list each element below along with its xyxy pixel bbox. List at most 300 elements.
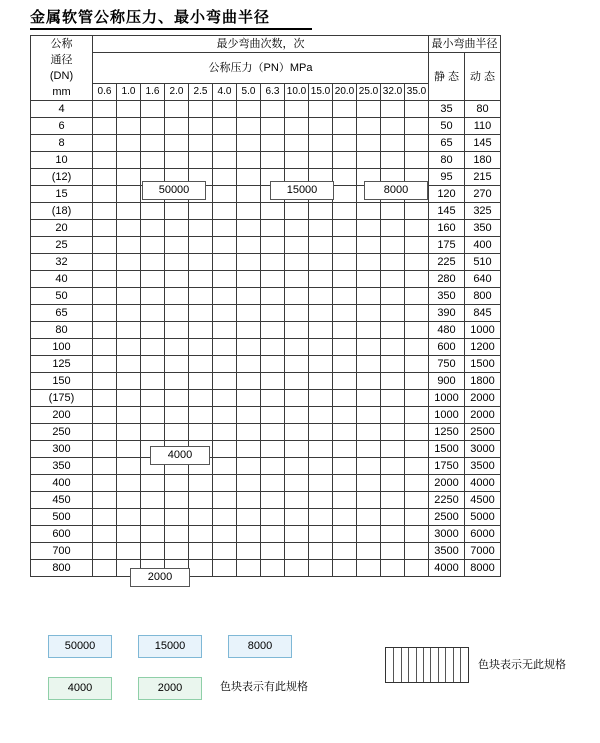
pn-cell: [405, 526, 429, 543]
pn-cell: [405, 509, 429, 526]
radius-static-value: 225: [429, 254, 465, 271]
pn-cell: [189, 526, 213, 543]
pn-cell: [261, 101, 285, 118]
pn-cell: [405, 152, 429, 169]
pn-cell: [381, 560, 405, 577]
dn-header-line-1: 公称: [50, 38, 73, 50]
pn-cell: [381, 237, 405, 254]
pn-cell: [357, 135, 381, 152]
dn-value: 500: [31, 509, 93, 526]
pn-cell: [333, 543, 357, 560]
pn-cell: [285, 322, 309, 339]
radius-static-value: 1500: [429, 441, 465, 458]
radius-static-value: 1000: [429, 407, 465, 424]
pn-cell: [357, 441, 381, 458]
pn-cell: [189, 254, 213, 271]
header-row-2: [31, 53, 501, 84]
pn-cell: [93, 492, 117, 509]
stripe-line: [460, 648, 461, 682]
pn-cell: [309, 407, 333, 424]
pn-cell: [141, 492, 165, 509]
pn-cell: [237, 356, 261, 373]
table-row: [31, 271, 501, 288]
pn-cell: [309, 152, 333, 169]
pn-cell: [333, 186, 357, 203]
legend-color-note: 色块表示有此规格: [220, 681, 308, 693]
pn-cell: [117, 203, 141, 220]
pn-cell: [237, 526, 261, 543]
pn-cell: [189, 560, 213, 577]
pn-column-header: 15.0: [309, 84, 333, 101]
pn-cell: [117, 152, 141, 169]
pn-cell: [381, 441, 405, 458]
pn-column-header: 5.0: [237, 84, 261, 101]
table-row: [31, 288, 501, 305]
legend-striped-note: 色块表示无此规格: [478, 659, 566, 671]
pn-cell: [165, 271, 189, 288]
pn-cell: [117, 424, 141, 441]
legend-swatch-4000: 4000: [48, 677, 112, 700]
pn-cell: [285, 390, 309, 407]
pn-cell: [261, 322, 285, 339]
pn-cell: [333, 322, 357, 339]
dn-value: 40: [31, 271, 93, 288]
pn-cell: [93, 237, 117, 254]
pn-cell: [309, 288, 333, 305]
dn-value: 50: [31, 288, 93, 305]
radius-dynamic-value: 110: [465, 118, 501, 135]
pn-cell: [333, 220, 357, 237]
pn-cell: [141, 237, 165, 254]
pn-cell: [117, 509, 141, 526]
pn-cell: [405, 475, 429, 492]
radius-dynamic-value: 2000: [465, 407, 501, 424]
pn-cell: [309, 424, 333, 441]
pn-cell: [213, 118, 237, 135]
pn-cell: [357, 458, 381, 475]
radius-dynamic-value: 845: [465, 305, 501, 322]
stripe-line: [393, 648, 394, 682]
pn-cell: [189, 152, 213, 169]
pn-cell: [93, 135, 117, 152]
pn-cell: [93, 322, 117, 339]
pn-cell: [189, 509, 213, 526]
pn-cell: [141, 101, 165, 118]
pn-cell: [117, 135, 141, 152]
pn-cell: [333, 135, 357, 152]
pn-cell: [285, 152, 309, 169]
pn-cell: [381, 271, 405, 288]
pn-cell: [213, 203, 237, 220]
page-title: 金属软管公称压力、最小弯曲半径: [30, 8, 271, 26]
radius-dynamic-value: 2000: [465, 390, 501, 407]
pn-cell: [405, 288, 429, 305]
pn-cell: [165, 152, 189, 169]
radius-dynamic-value: 80: [465, 101, 501, 118]
pn-cell: [165, 339, 189, 356]
pn-cell: [237, 220, 261, 237]
pn-cell: [189, 271, 213, 288]
pn-cell: [237, 390, 261, 407]
dn-value: 10: [31, 152, 93, 169]
dn-header-cell: [31, 36, 93, 101]
dn-value: 32: [31, 254, 93, 271]
pn-cell: [381, 492, 405, 509]
pn-cell: [333, 288, 357, 305]
pn-column-header: 2.5: [189, 84, 213, 101]
pn-cell: [165, 118, 189, 135]
radius-dynamic-value: 1800: [465, 373, 501, 390]
pn-cell: [165, 237, 189, 254]
pn-cell: [165, 288, 189, 305]
pn-cell: [117, 526, 141, 543]
radius-dynamic-value: 640: [465, 271, 501, 288]
bend-count-callout: 4000: [150, 446, 210, 465]
pn-cell: [357, 101, 381, 118]
radius-static-header: 静 态: [429, 53, 465, 101]
pn-cell: [285, 526, 309, 543]
pn-cell: [189, 322, 213, 339]
radius-dynamic-value: 215: [465, 169, 501, 186]
pn-cell: [381, 101, 405, 118]
pn-cell: [285, 373, 309, 390]
pn-cell: [165, 526, 189, 543]
pn-cell: [93, 271, 117, 288]
pn-cell: [117, 101, 141, 118]
pn-cell: [165, 424, 189, 441]
pn-cell: [117, 356, 141, 373]
pn-cell: [357, 254, 381, 271]
table-row: [31, 560, 501, 577]
pn-cell: [309, 101, 333, 118]
stripe-line: [438, 648, 439, 682]
table-row: [31, 305, 501, 322]
pn-cell: [261, 492, 285, 509]
pn-cell: [141, 356, 165, 373]
legend-swatch-2000: 2000: [138, 677, 202, 700]
radius-static-value: 145: [429, 203, 465, 220]
pn-cell: [117, 339, 141, 356]
pn-cell: [333, 339, 357, 356]
legend-swatch-50000: 50000: [48, 635, 112, 658]
pn-cell: [117, 288, 141, 305]
pn-cell: [285, 237, 309, 254]
pn-cell: [357, 288, 381, 305]
pn-cell: [309, 305, 333, 322]
bend-count-header: 最少弯曲次数，次: [93, 36, 429, 53]
pn-cell: [333, 458, 357, 475]
pn-cell: [381, 135, 405, 152]
pn-cell: [285, 118, 309, 135]
pn-cell: [405, 458, 429, 475]
pn-cell: [117, 169, 141, 186]
pn-cell: [285, 441, 309, 458]
pn-cell: [141, 339, 165, 356]
pn-cell: [405, 424, 429, 441]
pn-cell: [381, 305, 405, 322]
pn-cell: [357, 526, 381, 543]
radius-static-value: 480: [429, 322, 465, 339]
pn-column-header: 25.0: [357, 84, 381, 101]
pn-cell: [309, 118, 333, 135]
pn-cell: [333, 424, 357, 441]
pn-cell: [285, 220, 309, 237]
dn-value: 20: [31, 220, 93, 237]
radius-static-value: 3000: [429, 526, 465, 543]
pn-cell: [189, 135, 213, 152]
pn-cell: [357, 118, 381, 135]
pn-cell: [93, 101, 117, 118]
pn-cell: [93, 254, 117, 271]
dn-value: 125: [31, 356, 93, 373]
pn-cell: [309, 322, 333, 339]
pn-cell: [141, 271, 165, 288]
pn-cell: [237, 407, 261, 424]
dn-value: 600: [31, 526, 93, 543]
pn-cell: [237, 509, 261, 526]
pn-cell: [213, 339, 237, 356]
pn-cell: [141, 322, 165, 339]
pn-cell: [285, 509, 309, 526]
pn-cell: [405, 220, 429, 237]
pn-cell: [93, 288, 117, 305]
pn-cell: [93, 305, 117, 322]
pn-cell: [405, 407, 429, 424]
pn-cell: [213, 373, 237, 390]
pn-cell: [165, 356, 189, 373]
pn-cell: [165, 373, 189, 390]
pn-cell: [405, 322, 429, 339]
pn-cell: [285, 492, 309, 509]
pn-cell: [93, 543, 117, 560]
radius-static-value: 1250: [429, 424, 465, 441]
pn-cell: [405, 118, 429, 135]
pn-cell: [261, 407, 285, 424]
radius-dynamic-value: 325: [465, 203, 501, 220]
pn-cell: [285, 101, 309, 118]
pn-cell: [381, 288, 405, 305]
pn-cell: [165, 254, 189, 271]
pn-cell: [213, 101, 237, 118]
pn-cell: [93, 186, 117, 203]
pn-cell: [237, 424, 261, 441]
dn-value: 15: [31, 186, 93, 203]
pn-cell: [261, 271, 285, 288]
pn-cell: [93, 407, 117, 424]
dn-value: 300: [31, 441, 93, 458]
pn-cell: [117, 254, 141, 271]
pn-cell: [405, 135, 429, 152]
pn-cell: [261, 475, 285, 492]
pn-cell: [285, 543, 309, 560]
pn-cell: [117, 543, 141, 560]
pn-cell: [93, 169, 117, 186]
pn-cell: [237, 475, 261, 492]
pn-cell: [333, 237, 357, 254]
table-row: [31, 118, 501, 135]
pn-cell: [333, 356, 357, 373]
dn-value: 450: [31, 492, 93, 509]
radius-dynamic-value: 350: [465, 220, 501, 237]
pn-cell: [213, 390, 237, 407]
pn-cell: [405, 441, 429, 458]
spec-table: [30, 35, 501, 577]
stripe-line: [430, 648, 431, 682]
pn-cell: [213, 356, 237, 373]
pn-cell: [357, 339, 381, 356]
pn-cell: [189, 101, 213, 118]
pn-cell: [165, 220, 189, 237]
pn-cell: [189, 492, 213, 509]
pn-cell: [405, 271, 429, 288]
pn-cell: [213, 220, 237, 237]
pn-cell: [189, 407, 213, 424]
pn-cell: [141, 118, 165, 135]
pn-cell: [381, 543, 405, 560]
table-row: [31, 152, 501, 169]
dn-value: (12): [31, 169, 93, 186]
pn-cell: [141, 373, 165, 390]
radius-dynamic-header: 动 态: [465, 53, 501, 101]
pn-cell: [117, 407, 141, 424]
pn-cell: [309, 475, 333, 492]
pn-cell: [261, 458, 285, 475]
table-row: [31, 254, 501, 271]
pn-cell: [189, 288, 213, 305]
pn-cell: [357, 475, 381, 492]
radius-static-value: 175: [429, 237, 465, 254]
pn-cell: [117, 492, 141, 509]
pn-cell: [213, 237, 237, 254]
dn-header-line-4: mm: [52, 86, 71, 98]
dn-value: 800: [31, 560, 93, 577]
pn-cell: [357, 305, 381, 322]
pn-cell: [261, 373, 285, 390]
pn-cell: [285, 560, 309, 577]
pn-cell: [117, 322, 141, 339]
pn-cell: [357, 203, 381, 220]
pn-cell: [213, 441, 237, 458]
pn-cell: [117, 458, 141, 475]
pn-column-header: 35.0: [405, 84, 429, 101]
stripe-line: [408, 648, 409, 682]
dn-value: 4: [31, 101, 93, 118]
dn-value: 80: [31, 322, 93, 339]
pn-cell: [333, 305, 357, 322]
table-row: [31, 543, 501, 560]
pn-cell: [381, 254, 405, 271]
pn-cell: [237, 560, 261, 577]
pn-cell: [381, 356, 405, 373]
table-row: [31, 186, 501, 203]
pn-cell: [405, 390, 429, 407]
title-underline: [30, 28, 312, 30]
stripe-line: [453, 648, 454, 682]
pn-cell: [237, 118, 261, 135]
pn-cell: [165, 322, 189, 339]
pn-cell: [141, 288, 165, 305]
pn-cell: [165, 101, 189, 118]
pn-cell: [117, 186, 141, 203]
pn-cell: [333, 101, 357, 118]
pn-cell: [357, 543, 381, 560]
table-row: [31, 424, 501, 441]
pn-cell: [189, 475, 213, 492]
table-row: [31, 390, 501, 407]
pn-cell: [213, 254, 237, 271]
pn-cell: [189, 220, 213, 237]
pn-cell: [357, 373, 381, 390]
table-row: [31, 407, 501, 424]
pn-cell: [309, 560, 333, 577]
radius-dynamic-value: 1200: [465, 339, 501, 356]
pn-cell: [285, 424, 309, 441]
pn-cell: [141, 526, 165, 543]
radius-header: 最小弯曲半径: [429, 36, 501, 53]
dn-value: 100: [31, 339, 93, 356]
pn-cell: [357, 322, 381, 339]
pn-cell: [333, 492, 357, 509]
pn-cell: [309, 526, 333, 543]
pn-column-header: 1.6: [141, 84, 165, 101]
pn-cell: [237, 186, 261, 203]
pn-cell: [93, 373, 117, 390]
pn-cell: [165, 407, 189, 424]
dn-value: 6: [31, 118, 93, 135]
radius-static-value: 280: [429, 271, 465, 288]
pn-cell: [309, 356, 333, 373]
table-row: [31, 101, 501, 118]
pn-cell: [309, 339, 333, 356]
pn-cell: [165, 390, 189, 407]
radius-dynamic-value: 8000: [465, 560, 501, 577]
dn-value: 25: [31, 237, 93, 254]
pn-column-header: 6.3: [261, 84, 285, 101]
radius-static-value: 35: [429, 101, 465, 118]
pn-cell: [117, 441, 141, 458]
table-row: [31, 322, 501, 339]
pn-cell: [93, 203, 117, 220]
pn-cell: [309, 543, 333, 560]
pn-cell: [213, 560, 237, 577]
pn-cell: [141, 305, 165, 322]
pn-cell: [189, 237, 213, 254]
pn-cell: [213, 305, 237, 322]
dn-value: 250: [31, 424, 93, 441]
pn-header: 公称压力（PN）MPa: [93, 53, 429, 84]
table-row: [31, 135, 501, 152]
pn-cell: [189, 339, 213, 356]
pn-cell: [333, 118, 357, 135]
pn-cell: [261, 526, 285, 543]
radius-dynamic-value: 1500: [465, 356, 501, 373]
pn-cell: [309, 492, 333, 509]
pn-cell: [165, 492, 189, 509]
pn-cell: [285, 288, 309, 305]
pn-cell: [381, 390, 405, 407]
pn-cell: [261, 203, 285, 220]
pn-cell: [333, 203, 357, 220]
pn-cell: [261, 237, 285, 254]
table-row: [31, 339, 501, 356]
pn-cell: [93, 526, 117, 543]
pn-cell: [261, 441, 285, 458]
pn-cell: [93, 390, 117, 407]
pn-cell: [333, 169, 357, 186]
pn-cell: [237, 135, 261, 152]
pn-cell: [117, 373, 141, 390]
table-row: [31, 441, 501, 458]
